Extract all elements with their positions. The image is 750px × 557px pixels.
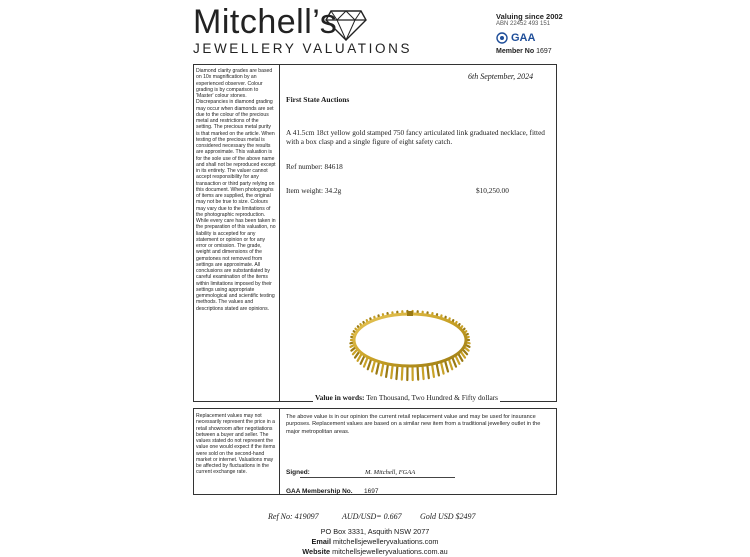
necklace-link (432, 364, 434, 377)
po-box-address: PO Box 3331, Asquith NSW 2077 (320, 527, 430, 536)
member-number (496, 48, 552, 55)
item-weight: Item weight: 34.2g (286, 186, 342, 195)
email-label: Email (311, 537, 331, 546)
necklace-link (437, 363, 439, 376)
necklace-link (391, 365, 393, 378)
necklace-link (423, 365, 424, 379)
frame-divider (279, 64, 280, 402)
necklace-link (445, 360, 448, 371)
necklace-band (354, 314, 466, 366)
item-description: A 41.5cm 18ct yellow gold stamped 750 fancy articulated link graduated necklace, fitted with a box clasp and a single figure of eight safety catch. (286, 128, 545, 146)
value-in-words-label: Value in words: (315, 393, 365, 402)
necklace-link (372, 360, 375, 371)
abn-number: ABN 22452 493 151 (496, 21, 551, 27)
contact-website (262, 547, 488, 556)
necklace-link (449, 359, 453, 369)
valuing-since: Valuing since 2002 (496, 12, 563, 21)
necklace-clasp (407, 311, 413, 316)
gaa-globe-icon (496, 32, 508, 44)
value-in-words-text: Ten Thousand, Two Hundred & Fifty dollars (366, 393, 499, 402)
necklace-link (381, 363, 383, 376)
gaa-membership-label: GAA Membership No. (286, 488, 353, 495)
ref-number: Ref number: 84618 (286, 162, 343, 171)
brand-name: Mitchell’s (193, 3, 338, 41)
footer-gold-price: Gold USD $2497 (420, 512, 476, 521)
necklace-link (396, 365, 397, 379)
necklace-link (368, 359, 372, 369)
necklace-link (452, 357, 456, 367)
value-in-words (313, 393, 500, 402)
replacement-disclaimer: Replacement values may not necessarily represent the price in a retail showroom after negotiations between a buyer and seller. The values stated do not represent the value one would expect if the items were sold on the second-hand market or internet. Valuations may be affected by fluctuations in the current exchange rate. (196, 413, 276, 476)
valuation-date: 6th September, 2024 (468, 72, 534, 81)
gaa-logo (496, 32, 535, 44)
disclaimer-text: Diamond clarity grades are based on 10x magnification by an experienced observer. Colour grading is by comparison to 'Master' colour stones. Discrepancies in diamond grading may occur when diamonds are set due to the colour of the precious metal and restrictions of the setting. The precious metal purity is that marked on the article. When testing of the precious metal is considered necessary the results are approximate. This valuation is for the sole use of the above name and shall not be reproduced except in its entirety. The valuer cannot accept responsibility for any transaction or third party relying on this document. When photographs of items are supplied, the original may not be true to size. Colours may vary due to the limitations of the photographic reproduction. While every care has been taken in the preparation of this valuation, no liability is accepted for any statement or opinion or for any error or omission. The grade, weight and dimensions of the gemstones not removed from settings are approximate. All conclusions are substantiated by careful examination of the items within limitations imposed by their settings using appropriate gemmological and scientific testing methods. The values and descriptions stated are opinions. (196, 68, 276, 312)
replacement-statement: The above value is in our opinion the current retail replacement value and may be used for insurance purposes. Replacement values are based on a similar new item from a traditional jewellery outlet in the major metropolitan areas. (286, 414, 541, 435)
necklace-link (376, 362, 379, 374)
necklace-link (441, 362, 444, 374)
signature-line (300, 477, 455, 478)
contact-email (262, 537, 488, 546)
signatory-name: M. Mitchell, FGAA (365, 469, 416, 476)
email-link[interactable]: mitchellsjewelleryvaluations.com (333, 537, 439, 546)
footer-exchange-rate: AUD/USD= 0.667 (342, 512, 402, 521)
necklace-link (386, 364, 388, 377)
diamond-icon (325, 9, 367, 41)
necklace-link (427, 365, 429, 378)
gaa-logo-text: GAA (511, 32, 536, 44)
website-link[interactable]: mitchellsjewelleryvaluations.com.au (332, 547, 448, 556)
member-label: Member No (496, 48, 535, 55)
gaa-membership-number: 1697 (364, 488, 379, 495)
necklace-link (364, 357, 368, 367)
statement-divider (279, 408, 280, 495)
necklace-link (418, 366, 419, 380)
recipient-name: First State Auctions (286, 95, 350, 104)
footer-ref-number: Ref No: 419097 (268, 512, 319, 521)
brand-subtitle: JEWELLERY VALUATIONS (193, 41, 413, 56)
website-label: Website (302, 547, 331, 556)
necklace-link (402, 366, 403, 380)
signed-label: Signed: (286, 469, 310, 476)
item-price: $10,250.00 (476, 186, 509, 195)
necklace-photo (340, 292, 480, 392)
member-value: 1697 (536, 48, 552, 55)
